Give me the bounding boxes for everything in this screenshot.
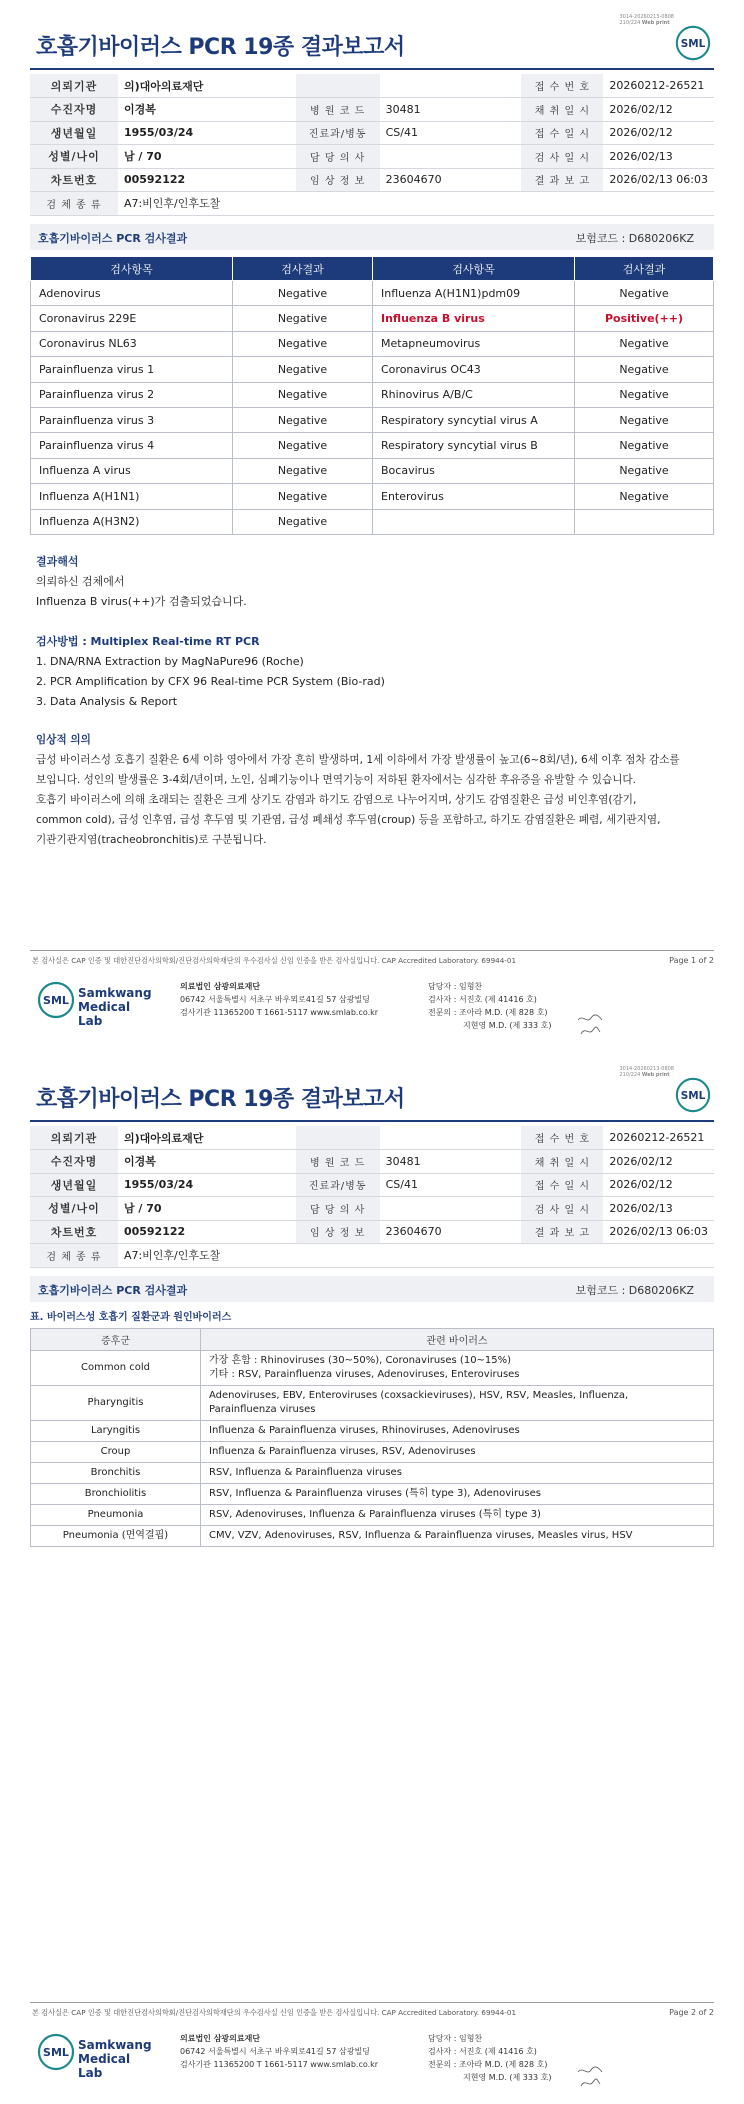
- print-code: 3014-20260213-0808 210/224 Web print: [619, 14, 674, 26]
- info-value: 1955/03/24: [118, 121, 296, 145]
- info-value: 23604670: [380, 168, 522, 192]
- footer-note: 본 검사실은 CAP 인증 및 대한진단검사의학회/진단검사의학재단의 우수검사실 신임 인증을 받은 검사실입니다. CAP Accredited Laboratory. 69944-01: [32, 956, 517, 965]
- info-value: 2026/02/13 06:03: [603, 168, 714, 192]
- col-header: 검사항목: [31, 257, 233, 281]
- info-label: 진료과/병동: [296, 121, 380, 145]
- col-header: 관련 바이러스: [201, 1329, 714, 1351]
- signature-icon: [575, 1010, 605, 1040]
- table-row: [31, 281, 714, 306]
- result-value: Negative: [575, 331, 714, 356]
- result-value: Negative: [233, 458, 373, 483]
- info-value: A7:비인후/인후도찰: [118, 192, 714, 216]
- info-label: 접 수 번 호: [521, 74, 603, 98]
- related-viruses: [201, 1442, 714, 1463]
- virus-line: Influenza & Parainfluenza viruses, Rhinoviruses, Adenoviruses: [209, 1425, 520, 1436]
- result-value: Negative: [233, 357, 373, 382]
- info-value: [380, 145, 522, 169]
- info-label: 임 상 정 보: [296, 168, 380, 192]
- info-row: [30, 98, 714, 122]
- info-value: [380, 1126, 522, 1150]
- table-row: [31, 1484, 714, 1505]
- info-value: 00592122: [118, 168, 296, 192]
- info-label: 수진자명: [30, 1150, 118, 1174]
- info-label: 접 수 일 시: [521, 121, 603, 145]
- info-label: 의뢰기관: [30, 74, 118, 98]
- footer-signatures: 담당자 : 임형찬 검사자 : 서진호 (제 41416 호) 전문의 : 조아라 M.D. (제 828 호) 지현영 M.D. (제 333 호): [428, 982, 552, 1030]
- info-label: 성별/나이: [30, 1197, 118, 1221]
- info-value: A7:비인후/인후도찰: [118, 1244, 714, 1268]
- patient-info-table: [30, 74, 714, 216]
- table-row: [31, 357, 714, 382]
- title-rule: [30, 68, 714, 70]
- related-viruses: [201, 1484, 714, 1505]
- col-header: 증후군: [31, 1329, 201, 1351]
- signature-icon: [575, 2062, 605, 2092]
- info-row: [30, 1126, 714, 1150]
- info-value: 2026/02/12: [603, 1150, 714, 1174]
- footer-note: 본 검사실은 CAP 인증 및 대한진단검사의학회/진단검사의학재단의 우수검사실 신임 인증을 받은 검사실입니다. CAP Accredited Laboratory. 69944-01: [32, 2008, 517, 2017]
- table-row: [31, 509, 714, 534]
- info-label: 검 사 일 시: [521, 145, 603, 169]
- footer-signatures: 담당자 : 임형찬 검사자 : 서진호 (제 41416 호) 전문의 : 조아라 M.D. (제 828 호) 지현영 M.D. (제 333 호): [428, 2034, 552, 2082]
- info-row: [30, 192, 714, 216]
- virus-line: RSV, Influenza & Parainfluenza viruses: [209, 1467, 402, 1478]
- result-value: Negative: [233, 281, 373, 306]
- info-value: 남 / 70: [118, 145, 296, 169]
- info-label: 병 원 코 드: [296, 98, 380, 122]
- test-item: Parainfluenza virus 1: [31, 357, 233, 382]
- table-row: [31, 1526, 714, 1547]
- result-value: Negative: [575, 433, 714, 458]
- clinical-block: 임상적 의의 급성 바이러스성 호흡기 질환은 6세 이하 영아에서 가장 흔히 발생하며, 1세 이하에서 가장 발생률이 높고(6~8회/년), 6세 이후 점차 감소를 보입니다. 성인의 발생률은 3-4회/년이며, 노인, 심폐기능이나 면역기능이 저하된 환자에서는 심각한 후유증을 유발할 수 있습니다. 호흡기 바이러스에 의해 초래되는 질환은 크게 상기도 감염과 하기도 감염으로 나누어지며, 상기도 감염질환은 급성 비인후염(감기, common cold), 급성 인후염, 급성 후두염 및 기관염, 급성 폐쇄성 후두염(croup) 등을 포함하고, 하기도 감염질환은 폐렴, 세기관지염, 기관기관지염(tracheobronchitis)로 구분됩니다.: [36, 734, 680, 846]
- table-row: [31, 458, 714, 483]
- info-label: [296, 74, 380, 98]
- info-value: 이경복: [118, 98, 296, 122]
- svg-text:SML: SML: [680, 1089, 706, 1102]
- info-label: 임 상 정 보: [296, 1220, 380, 1244]
- test-item: [373, 509, 575, 534]
- info-label: 담 당 의 사: [296, 1197, 380, 1221]
- info-label: 진료과/병동: [296, 1173, 380, 1197]
- result-value: Positive(++): [575, 306, 714, 331]
- result-section-header: 호흡기바이러스 PCR 검사결과 보험코드 : D680206KZ: [30, 1276, 714, 1302]
- test-item: Influenza A(H1N1): [31, 484, 233, 509]
- test-item: Coronavirus 229E: [31, 306, 233, 331]
- print-code: 3014-20260213-0808 210/224 Web print: [619, 1066, 674, 1078]
- virus-line: RSV, Influenza & Parainfluenza viruses (특히 type 3), Adenoviruses: [209, 1488, 541, 1499]
- test-item: Coronavirus NL63: [31, 331, 233, 356]
- syndrome-name: Common cold: [31, 1351, 201, 1386]
- info-value: [380, 1197, 522, 1221]
- test-item: Influenza B virus: [373, 306, 575, 331]
- table-row: [31, 1463, 714, 1484]
- info-row: [30, 121, 714, 145]
- table-row: [31, 407, 714, 432]
- syndrome-name: Bronchiolitis: [31, 1484, 201, 1505]
- info-label: 차트번호: [30, 1220, 118, 1244]
- info-value: 1955/03/24: [118, 1173, 296, 1197]
- table-row: [31, 331, 714, 356]
- syndrome-name: Croup: [31, 1442, 201, 1463]
- page-number: Page 2 of 2: [669, 2008, 714, 2017]
- info-value: 2026/02/13: [603, 145, 714, 169]
- info-value: 의)대아의료재단: [118, 74, 296, 98]
- test-item: Adenovirus: [31, 281, 233, 306]
- table-row: [31, 1421, 714, 1442]
- virus-line: CMV, VZV, Adenoviruses, RSV, Influenza & Parainfluenza viruses, Measles virus, HSV: [209, 1530, 633, 1541]
- related-viruses: [201, 1505, 714, 1526]
- info-value: 2026/02/12: [603, 98, 714, 122]
- info-label: 담 당 의 사: [296, 145, 380, 169]
- svg-text:SML: SML: [680, 37, 706, 50]
- footer-address: 의료법인 삼광의료재단 06742 서울특별시 서초구 바우뫼로41길 57 삼광빌딩 검사기관 11365200 T 1661-5117 www.smlab.co.kr: [180, 2034, 379, 2069]
- info-value: CS/41: [380, 1173, 522, 1197]
- info-label: 채 취 일 시: [521, 1150, 603, 1174]
- related-viruses: [201, 1526, 714, 1547]
- info-label: 검 사 일 시: [521, 1197, 603, 1221]
- report-page-2: [0, 1052, 744, 2104]
- footer-address: 의료법인 삼광의료재단 06742 서울특별시 서초구 바우뫼로41길 57 삼광빌딩 검사기관 11365200 T 1661-5117 www.smlab.co.kr: [180, 982, 379, 1017]
- table-row: [31, 382, 714, 407]
- info-label: 의뢰기관: [30, 1126, 118, 1150]
- test-item: Parainfluenza virus 2: [31, 382, 233, 407]
- info-value: 30481: [380, 1150, 522, 1174]
- virus-line: Parainfluenza viruses: [209, 1404, 316, 1415]
- table-caption: 표. 바이러스성 호흡기 질환군과 원인바이러스: [30, 1312, 232, 1323]
- info-row: [30, 1197, 714, 1221]
- info-value: 23604670: [380, 1220, 522, 1244]
- svg-text:SML: SML: [43, 994, 69, 1007]
- title-rule: [30, 1120, 714, 1122]
- info-label: 생년월일: [30, 1173, 118, 1197]
- table-row: [31, 1386, 714, 1421]
- patient-info-table: [30, 1126, 714, 1268]
- test-item: Parainfluenza virus 4: [31, 433, 233, 458]
- info-value: 의)대아의료재단: [118, 1126, 296, 1150]
- info-label: 성별/나이: [30, 145, 118, 169]
- info-label: 접 수 일 시: [521, 1173, 603, 1197]
- info-label: 채 취 일 시: [521, 98, 603, 122]
- table-row: [31, 484, 714, 509]
- info-value: 20260212-26521: [603, 74, 714, 98]
- interpretation-block: 결과해석 의뢰하신 검체에서 Influenza B virus(++)가 검출되었습니다.: [36, 555, 247, 608]
- virus-line: Influenza & Parainfluenza viruses, RSV, Adenoviruses: [209, 1446, 476, 1457]
- result-value: Negative: [233, 433, 373, 458]
- svg-text:SML: SML: [43, 2046, 69, 2059]
- result-value: Negative: [575, 357, 714, 382]
- footer-rule: [30, 2002, 714, 2003]
- result-value: Negative: [233, 331, 373, 356]
- virus-line: 가장 흔함 : Rhinoviruses (30~50%), Coronaviruses (10~15%): [209, 1355, 512, 1366]
- info-label: 결 과 보 고: [521, 1220, 603, 1244]
- page-number: Page 1 of 2: [669, 956, 714, 965]
- test-item: Coronavirus OC43: [373, 357, 575, 382]
- virus-line: 기타 : RSV, Parainfluenza viruses, Adenoviruses, Enteroviruses: [209, 1369, 520, 1380]
- syndrome-name: Pneumonia (면역결핍): [31, 1526, 201, 1547]
- info-row: [30, 1150, 714, 1174]
- sml-logo-icon: [674, 24, 712, 62]
- info-label: 병 원 코 드: [296, 1150, 380, 1174]
- syndrome-name: Laryngitis: [31, 1421, 201, 1442]
- info-label: 생년월일: [30, 121, 118, 145]
- info-value: 이경복: [118, 1150, 296, 1174]
- info-value: 2026/02/12: [603, 1173, 714, 1197]
- info-label: 검 체 종 류: [30, 1244, 118, 1268]
- related-viruses: [201, 1463, 714, 1484]
- page-title: 호흡기바이러스 PCR 19종 결과보고서: [36, 1087, 405, 1112]
- info-row: [30, 74, 714, 98]
- info-label: 차트번호: [30, 168, 118, 192]
- result-value: Negative: [575, 281, 714, 306]
- test-item: Parainfluenza virus 3: [31, 407, 233, 432]
- related-viruses: [201, 1386, 714, 1421]
- result-value: [575, 509, 714, 534]
- related-viruses: [201, 1421, 714, 1442]
- result-value: Negative: [233, 306, 373, 331]
- table-row: [31, 1505, 714, 1526]
- col-header: 검사결과: [575, 257, 714, 281]
- samkwang-logo-icon: [36, 2032, 76, 2072]
- test-item: Influenza A(H3N2): [31, 509, 233, 534]
- footer-logo: SML Samkwang Medical Lab: [36, 980, 156, 1022]
- info-label: 수진자명: [30, 98, 118, 122]
- test-item: Enterovirus: [373, 484, 575, 509]
- info-label: 검 체 종 류: [30, 192, 118, 216]
- info-row: [30, 1220, 714, 1244]
- test-item: Respiratory syncytial virus A: [373, 407, 575, 432]
- table-row: [31, 1442, 714, 1463]
- related-viruses: [201, 1351, 714, 1386]
- info-row: [30, 168, 714, 192]
- info-value: 2026/02/12: [603, 121, 714, 145]
- method-block: 검사방법 : Multiplex Real-time RT PCR 1. DNA/RNA Extraction by MagNaPure96 (Roche) 2. PCR Amplification by CFX 96 Real-time PCR System (Bio-rad) 3. Data Analysis & Report: [36, 635, 385, 708]
- samkwang-logo-icon: [36, 980, 76, 1020]
- test-item: Metapneumovirus: [373, 331, 575, 356]
- syndrome-name: Pharyngitis: [31, 1386, 201, 1421]
- info-value: 20260212-26521: [603, 1126, 714, 1150]
- info-row: [30, 145, 714, 169]
- result-value: Negative: [575, 407, 714, 432]
- test-item: Influenza A virus: [31, 458, 233, 483]
- footer-logo: SML Samkwang Medical Lab: [36, 2032, 156, 2074]
- info-value: 남 / 70: [118, 1197, 296, 1221]
- syndrome-table: [30, 1328, 714, 1547]
- info-label: 접 수 번 호: [521, 1126, 603, 1150]
- footer-rule: [30, 950, 714, 951]
- test-item: Bocavirus: [373, 458, 575, 483]
- result-value: Negative: [575, 458, 714, 483]
- result-value: Negative: [575, 484, 714, 509]
- syndrome-name: Bronchitis: [31, 1463, 201, 1484]
- result-value: Negative: [233, 484, 373, 509]
- info-row: [30, 1173, 714, 1197]
- result-value: Negative: [233, 382, 373, 407]
- test-item: Influenza A(H1N1)pdm09: [373, 281, 575, 306]
- pcr-result-table: [30, 256, 714, 535]
- result-section-header: 호흡기바이러스 PCR 검사결과 보험코드 : D680206KZ: [30, 224, 714, 250]
- info-value: 00592122: [118, 1220, 296, 1244]
- info-value: CS/41: [380, 121, 522, 145]
- info-row: [30, 1244, 714, 1268]
- info-value: [380, 74, 522, 98]
- table-row: [31, 306, 714, 331]
- info-value: 2026/02/13: [603, 1197, 714, 1221]
- result-value: Negative: [233, 509, 373, 534]
- sml-logo-icon: [674, 1076, 712, 1114]
- test-item: Respiratory syncytial virus B: [373, 433, 575, 458]
- info-value: 2026/02/13 06:03: [603, 1220, 714, 1244]
- table-row: [31, 433, 714, 458]
- page-title: 호흡기바이러스 PCR 19종 결과보고서: [36, 35, 405, 60]
- test-item: Rhinovirus A/B/C: [373, 382, 575, 407]
- info-value: 30481: [380, 98, 522, 122]
- info-label: 결 과 보 고: [521, 168, 603, 192]
- syndrome-name: Pneumonia: [31, 1505, 201, 1526]
- result-value: Negative: [575, 382, 714, 407]
- virus-line: Adenoviruses, EBV, Enteroviruses (coxsackieviruses), HSV, RSV, Measles, Influenza,: [209, 1390, 629, 1401]
- table-row: [31, 1351, 714, 1386]
- info-label: [296, 1126, 380, 1150]
- col-header: 검사항목: [373, 257, 575, 281]
- result-value: Negative: [233, 407, 373, 432]
- col-header: 검사결과: [233, 257, 373, 281]
- virus-line: RSV, Adenoviruses, Influenza & Parainfluenza viruses (특히 type 3): [209, 1509, 541, 1520]
